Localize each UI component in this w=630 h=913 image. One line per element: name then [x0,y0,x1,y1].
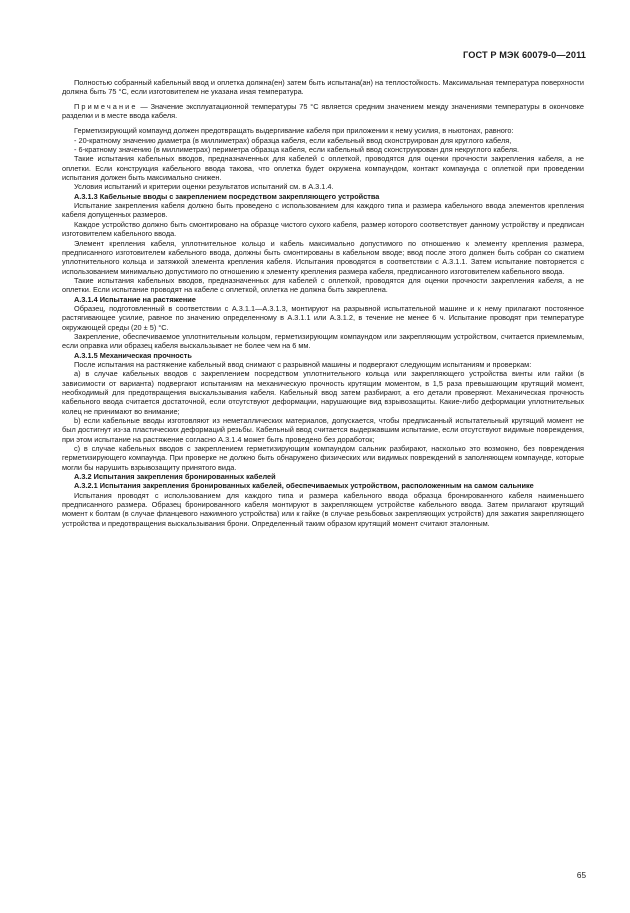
body-paragraph: Испытание закрепления кабеля должно быть проведено с использованием для каждого типа и размера кабельного ввода элементов крепления кабеля допущенных размеров. [62,201,584,220]
section-heading: А.3.2.1 Испытания закрепления бронированных кабелей, обеспечиваемых устройством, расположенным на самом сальнике [74,481,534,491]
body-paragraph: Каждое устройство должно быть смонтировано на образце чистого сухого кабеля, размер которого соответствует данному устройству и предписан изготовителем кабельного ввода. [62,219,584,239]
body-paragraph: - 6-кратному значению (в миллиметрах) периметра образца кабеля, если кабельный ввод сконструирован для некруглого кабеля. [74,145,520,155]
body-paragraph: Такие испытания кабельных вводов, предназначенных для кабелей с оплеткой, проводятся для оценки прочности закрепления кабеля, а не оплетки. Если конструкция кабельного ввода такова, что оплетка будет окружена компаундом, контакт компаунда с оплеткой при проведении испытания должен быть максимально снижен. [62,154,584,183]
body-paragraph: - 20-кратному значению диаметра (в миллиметрах) образца кабеля, если кабельный ввод сконструирован для круглого кабеля, [74,135,512,145]
section-heading: А.3.1.4 Испытание на растяжение [74,294,196,304]
document-body [62,78,584,528]
body-paragraph: b) если кабельные вводы изготовляют из неметаллических материалов, допускается, чтобы предписанный испытательный крутящий момент не был достигнут из-за пластических деформаций резьбы. Кабельный ввод считается выдержавшим испытание, если отсутствуют видимые повреждения, при этом испытание на растяжение согласно А.3.1.4 может быть проведено без доработок; [62,416,584,444]
body-paragraph: с) в случае кабельных вводов с закреплением герметизирующим компаундом сальник разбирают, насколько это возможно, без повреждения герметизирующего компаунда. При проверке не должно быть обнаружено физических или видимых повреждений в заполняющем компаунде, которые могли бы нарушить взрывозащиту принятого вида. [62,444,584,472]
section-heading: А.3.1.3 Кабельные вводы с закреплением посредством закрепляющего устройства [74,191,380,201]
body-paragraph: а) в случае кабельных вводов с закреплением посредством уплотнительного кольца или закрепляющего устройства винты или гайки (в зависимости от варианта) подвергают испытаниям на механическую прочность крутящим моментом, в 1,5 раза превышающим крутящий момент, необходимый для предотвращения выскальзывания кабеля. Кабельный ввод затем разбирают, а его детали проверяют. Механическая прочность кабельного ввода считается достаточной, если отсутствуют деформации, нарушающие вид взрывозащиты. Какие-либо деформации уплотнительных колец не принимают во внимание; [62,369,584,416]
body-paragraph: Такие испытания кабельных вводов, предназначенных для кабелей с оплеткой, проводятся для оценки прочности закрепления кабеля, а не оплетки. Если испытание проводят на кабеле с оплеткой, оплетка не должна быть закреплена. [62,275,584,295]
body-paragraph: Герметизирующий компаунд должен предотвращать выдергивание кабеля при приложении к нему усилия, в ньютонах, равного: [74,126,514,136]
page-number: 65 [576,871,586,880]
section-heading: А.3.1.5 Механическая прочность [74,350,192,360]
body-paragraph: Образец, подготовленный в соответствии с А.3.1.1—А.3.1.3, монтируют на разрывной испытательной машине и к нему прилагают постоянное растягивающее усилие, равное по значению определенному в А.3.1.1 или А.3.1.2, в течение не менее 6 ч. Испытание проводят при температуре окружающей среды (20 ± 5) °С. [62,303,584,332]
body-paragraph: После испытания на растяжение кабельный ввод снимают с разрывной машины и подвергают следующим испытаниям и проверкам: [74,359,532,369]
body-paragraph: Полностью собранный кабельный ввод и оплетка должна(ен) затем быть испытана(ан) на теплостойкость. Максимальная температура поверхности должна быть 75 °С, если изготовителем не указана иная температура. [62,78,584,97]
body-paragraph: Испытания проводят с использованием для каждого типа и размера кабельного ввода образца бронированного кабеля наименьшего предписанного размера. Образец бронированного кабеля монтируют в закрепляющем устройстве кабельного ввода. Затем прилагают крутящий момент к болтам (в случае фланцевого нажимного устройства) или к гайке (в случае резьбовых закрепляющих устройств) для зажатия закрепляющего устройства и предотвращения выскальзывания брони. Определенный таким образом крутящий момент считают эталонным. [62,490,584,528]
section-heading: А.3.2 Испытания закрепления бронированных кабелей [74,472,276,482]
standard-header: ГОСТ Р МЭК 60079-0—2011 [463,50,586,60]
body-paragraph: Закрепление, обеспечиваемое уплотнительным кольцом, герметизирующим компаундом или закрепляющим устройством, считается приемлемым, если оправка или образец кабеля выскальзывает не более чем на 6 мм. [62,331,584,351]
note-label: Примечание [74,101,138,111]
note-paragraph [62,102,584,121]
body-paragraph: Условия испытаний и критерии оценки результатов испытаний см. в А.3.1.4. [74,182,334,192]
body-paragraph: Элемент крепления кабеля, уплотнительное кольцо и кабель максимально допустимого по отношению к элементу крепления размера, предписанного изготовителем кабельного ввода, должны быть смонтированы в кабельном вводе; ввод после этого должен быть собран со сжатием уплотнительного кольца и затяжкой элемента крепления кабеля. Испытания проводятся в соответствии с А.3.1.1. Затем испытание повторяется с использованием минимально допустимого по отношению к элементу крепления размера кабеля, предписанного изготовителем кабельного ввода. [62,238,584,276]
note-text: — Значение эксплуатационной температуры 75 °С является средним значением между значениями температуры в окончовке разделки и в месте ввода кабеля. [62,101,584,121]
